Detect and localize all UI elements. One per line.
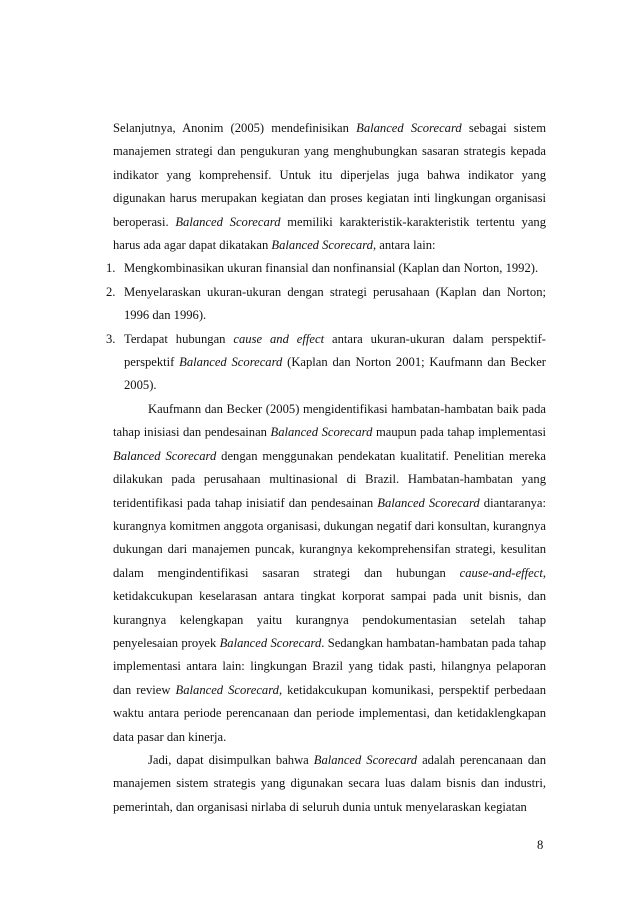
list-number: 3. [106, 331, 116, 346]
page-number: 8 [537, 838, 544, 852]
list-number: 1. [106, 261, 116, 276]
list-item: 2. Menyelaraskan ukuran-ukuran dengan strategi perusahaan (Kaplan dan Norton; 1996 dan 1996). [113, 281, 546, 328]
paragraph-3: Jadi, dapat disimpulkan bahwa Balanced Scorecard adalah perencanaan dan manajemen sistem strategis yang digunakan secara luas dalam bisnis dan industri, pemerintah, dan organisasi nirlaba di seluruh dunia untuk menyelaraskan kegiatan [113, 752, 546, 814]
paragraph-2: Kaufmann dan Becker (2005) mengidentifikasi hambatan-hambatan baik pada tahap inisiasi dan pendesainan Balanced Scorecard maupun pada tahap implementasi Balanced Scorecard dengan menggunakan pendekatan kualitatif. Penelitian mereka dilakukan pada perusahaan multinasional di Brazil. Hambatan-hambatan yang teridentifikasi pada tahap inisiatif dan pendesainan Balanced Scorecard diantaranya: kurangnya komitmen anggota organisasi, dukungan negatif dari konsultan, kurangnya dukungan dari manajemen puncak, kurangnya kekomprehensifan strategi, kesulitan dalam mengindentifikasi sasaran strategi dan hubungan cause-and-effect, ketidakcukupan keselarasan antara tingkat korporat sampai pada unit bisnis, dan kurangnya kelengkapan yaitu kurangnya pendokumentasian setelah tahap penyelesaian proyek Balanced Scorecard. Sedangkan hambatan-hambatan pada tahap implementasi antara lain: lingkungan Brazil yang tidak pasti, hilangnya pelaporan dan review Balanced Scorecard, ketidakcukupan komunikasi, perspektif perbedaan waktu antara periode perencanaan dan periode implementasi, dan ketidaklengkapan data pasar dan kinerja. [113, 401, 547, 744]
list-number: 2. [106, 284, 116, 299]
list-item: 1. Mengkombinasikan ukuran finansial dan nonfinansial (Kaplan dan Norton, 1992). [113, 257, 546, 280]
characteristics-list [106, 257, 546, 397]
list-item: 3. Terdapat hubungan cause and effect antara ukuran-ukuran dalam perspektif-perspektif Balanced Scorecard (Kaplan dan Norton 2001; Kaufmann dan Becker 2005). [113, 328, 546, 398]
paragraph-1: Selanjutnya, Anonim (2005) mendefinisikan Balanced Scorecard sebagai sistem manajemen strategi dan pengukuran yang menghubungkan sasaran strategis kepada indikator yang komprehensif. Untuk itu diperjelas juga bahwa indikator yang digunakan harus merupakan kegiatan dan proses kegiatan inti lingkungan organisasi beroperasi. Balanced Scorecard memiliki karakteristik-karakteristik tertentu yang harus ada agar dapat dikatakan Balanced Scorecard, antara lain: [113, 121, 547, 253]
body-text [106, 117, 547, 819]
